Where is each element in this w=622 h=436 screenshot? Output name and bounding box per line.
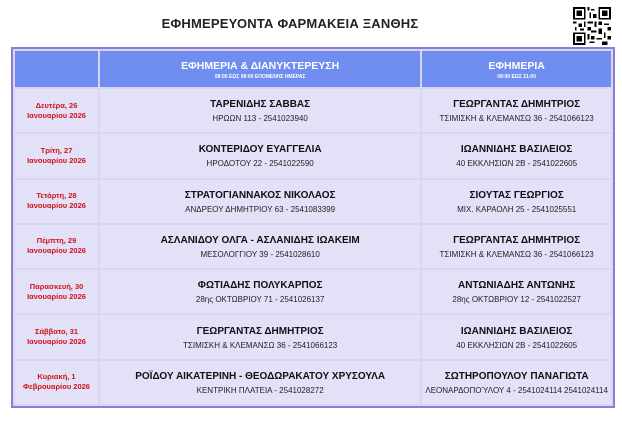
pharmacy-address: 28ης ΟΚΤΩΒΡΙΟΥ 71 - 2541026137 [195,295,325,305]
pharmacy-address: ΜΙΧ. ΚΑΡΑΟΛΗ 25 - 2541025551 [457,204,577,214]
header-night-duty-hours: 08:00 ΕΩΣ 08:00 ΕΠΟΜΕΝΗΣ ΗΜΕΡΑΣ [214,74,306,80]
month-label: Ιανουαρίου 2026 [27,246,86,256]
pharmacy-address: ΗΡΟΔΟΤΟΥ 22 - 2541022590 [206,159,314,169]
night-pharmacy-cell [100,134,420,177]
day-pharmacy-cell [422,134,611,177]
date-cell [15,361,98,404]
pharmacy-name: ΑΝΤΩΝΙΑΔΗΣ ΑΝΤΩΝΗΣ [458,280,576,292]
day-pharmacy-cell [422,361,611,404]
weekday-label: Κυριακή, 1 [37,372,76,382]
pharmacy-address: 28ης ΟΚΤΩΒΡΙΟΥ 12 - 2541022527 [452,295,581,305]
weekday-label: Τετάρτη, 28 [36,191,77,201]
pharmacy-address: ΜΕΣΟΛΟΓΓΙΟΥ 39 - 2541028610 [200,249,320,259]
header-day-duty-title: ΕΦΗΜΕΡΙΑ [488,60,545,72]
pharmacy-address: ΛΕΟΝΑΡΔΟΠΟΎΛΟΥ 4 - 2541024114 2541024114 [425,385,608,395]
night-pharmacy-cell [100,180,420,223]
night-pharmacy-cell [100,270,420,313]
pharmacy-name: ΣΙΟΥΤΑΣ ΓΕΩΡΓΙΟΣ [469,189,564,201]
pharmacy-address: 40 ΕΚΚΛΗΣΙΩΝ 2Β - 2541022605 [456,340,578,350]
pharmacy-name: ΓΕΩΡΓΑΝΤΑΣ ΔΗΜΗΤΡΙΟΣ [453,234,581,246]
header-night-duty-title: ΕΦΗΜΕΡΙΑ & ΔΙΑΝΥΚΤΕΡΕΥΣΗ [181,60,340,72]
night-pharmacy-cell [100,315,420,358]
header-corner [15,51,98,87]
night-pharmacy-cell [100,89,420,132]
date-cell [15,315,98,358]
pharmacy-address: ΗΡΩΩΝ 113 - 2541023940 [212,114,308,124]
pharmacy-address: 40 ΕΚΚΛΗΣΙΩΝ 2Β - 2541022605 [456,159,578,169]
day-pharmacy-cell [422,225,611,268]
month-label: Φεβρουαρίου 2026 [23,382,90,392]
day-pharmacy-cell [422,315,611,358]
page-title: ΕΦΗΜΕΡΕΥΟΝΤΑ ΦΑΡΜΑΚΕΙΑ ΞΑΝΘΗΣ [161,16,419,31]
weekday-label: Δευτέρα, 26 [35,100,78,110]
weekday-label: Τρίτη, 27 [40,145,73,155]
pharmacy-name: ΓΕΩΡΓΑΝΤΑΣ ΔΗΜΗΤΡΙΟΣ [196,325,324,337]
table-row [15,270,611,313]
date-cell [15,270,98,313]
date-cell [15,134,98,177]
table-row [15,89,611,132]
month-label: Ιανουαρίου 2026 [27,291,86,301]
date-cell [15,89,98,132]
pharmacy-name: ΑΣΛΑΝΙΔΟΥ ΟΛΓΑ - ΑΣΛΑΝΙΔΗΣ ΙΩΑΚΕΙΜ [160,234,360,246]
day-pharmacy-cell [422,270,611,313]
weekday-label: Σάββατο, 31 [34,327,79,337]
pharmacy-address: ΤΣΙΜΙΣΚΗ & ΚΛΕΜΑΝΣΩ 36 - 2541066123 [439,249,594,259]
weekday-label: Πέμπτη, 29 [36,236,77,246]
month-label: Ιανουαρίου 2026 [27,110,86,120]
pharmacy-name: ΓΕΩΡΓΑΝΤΑΣ ΔΗΜΗΤΡΙΟΣ [453,99,581,111]
weekday-label: Παρασκευή, 30 [29,281,84,291]
month-label: Ιανουαρίου 2026 [27,155,86,165]
pharmacy-name: ΤΑΡΕΝΙΔΗΣ ΣΑΒΒΑΣ [210,99,311,111]
pharmacy-name: ΦΩΤΙΑΔΗΣ ΠΟΛΥΚΑΡΠΟΣ [197,280,323,292]
table-row [15,134,611,177]
header-day-duty-hours: 08:00 ΕΩΣ 21:00 [497,74,536,80]
table-row [15,225,611,268]
pharmacy-name: ΙΩΑΝΝΙΔΗΣ ΒΑΣΙΛΕΙΟΣ [460,144,573,156]
table-row [15,180,611,223]
qr-code-icon [573,7,611,45]
night-pharmacy-cell [100,361,420,404]
date-cell [15,180,98,223]
date-cell [15,225,98,268]
pharmacy-address: ΤΣΙΜΙΣΚΗ & ΚΛΕΜΑΝΣΩ 36 - 2541066123 [439,114,594,124]
month-label: Ιανουαρίου 2026 [27,201,86,211]
pharmacy-name: ΣΤΡΑΤΟΓΙΑΝΝΑΚΟΣ ΝΙΚΟΛΑΟΣ [184,189,336,201]
pharmacy-name: ΡΟΪΔΟΥ ΑΙΚΑΤΕΡΙΝΗ - ΘΕΟΔΩΡΑΚΑΤΟΥ ΧΡΥΣΟΥΛΑ [135,370,386,382]
pharmacy-name: ΙΩΑΝΝΙΔΗΣ ΒΑΣΙΛΕΙΟΣ [460,325,573,337]
pharmacy-address: ΤΣΙΜΙΣΚΗ & ΚΛΕΜΑΝΣΩ 36 - 2541066123 [183,340,338,350]
header-day-duty [422,51,611,87]
night-pharmacy-cell [100,225,420,268]
pharmacy-name: ΣΩΤΗΡΟΠΟΥΛΟΥ ΠΑΝΑΓΙΩΤΑ [444,370,589,382]
table-row [15,315,611,358]
day-pharmacy-cell [422,180,611,223]
pharmacy-address: ΑΝΔΡΕΟΥ ΔΗΜΗΤΡΙΟΥ 63 - 2541083399 [185,204,336,214]
header-night-duty [100,51,420,87]
pharmacy-schedule-table [11,47,615,408]
pharmacy-address: ΚΕΝΤΡΙΚΗ ΠΛΑΤΕΙΑ - 2541028272 [196,385,324,395]
day-pharmacy-cell [422,89,611,132]
table-row [15,361,611,404]
month-label: Ιανουαρίου 2026 [27,337,86,347]
pharmacy-name: ΚΟΝΤΕΡΙΔΟΥ ΕΥΑΓΓΕΛΙΑ [198,144,322,156]
